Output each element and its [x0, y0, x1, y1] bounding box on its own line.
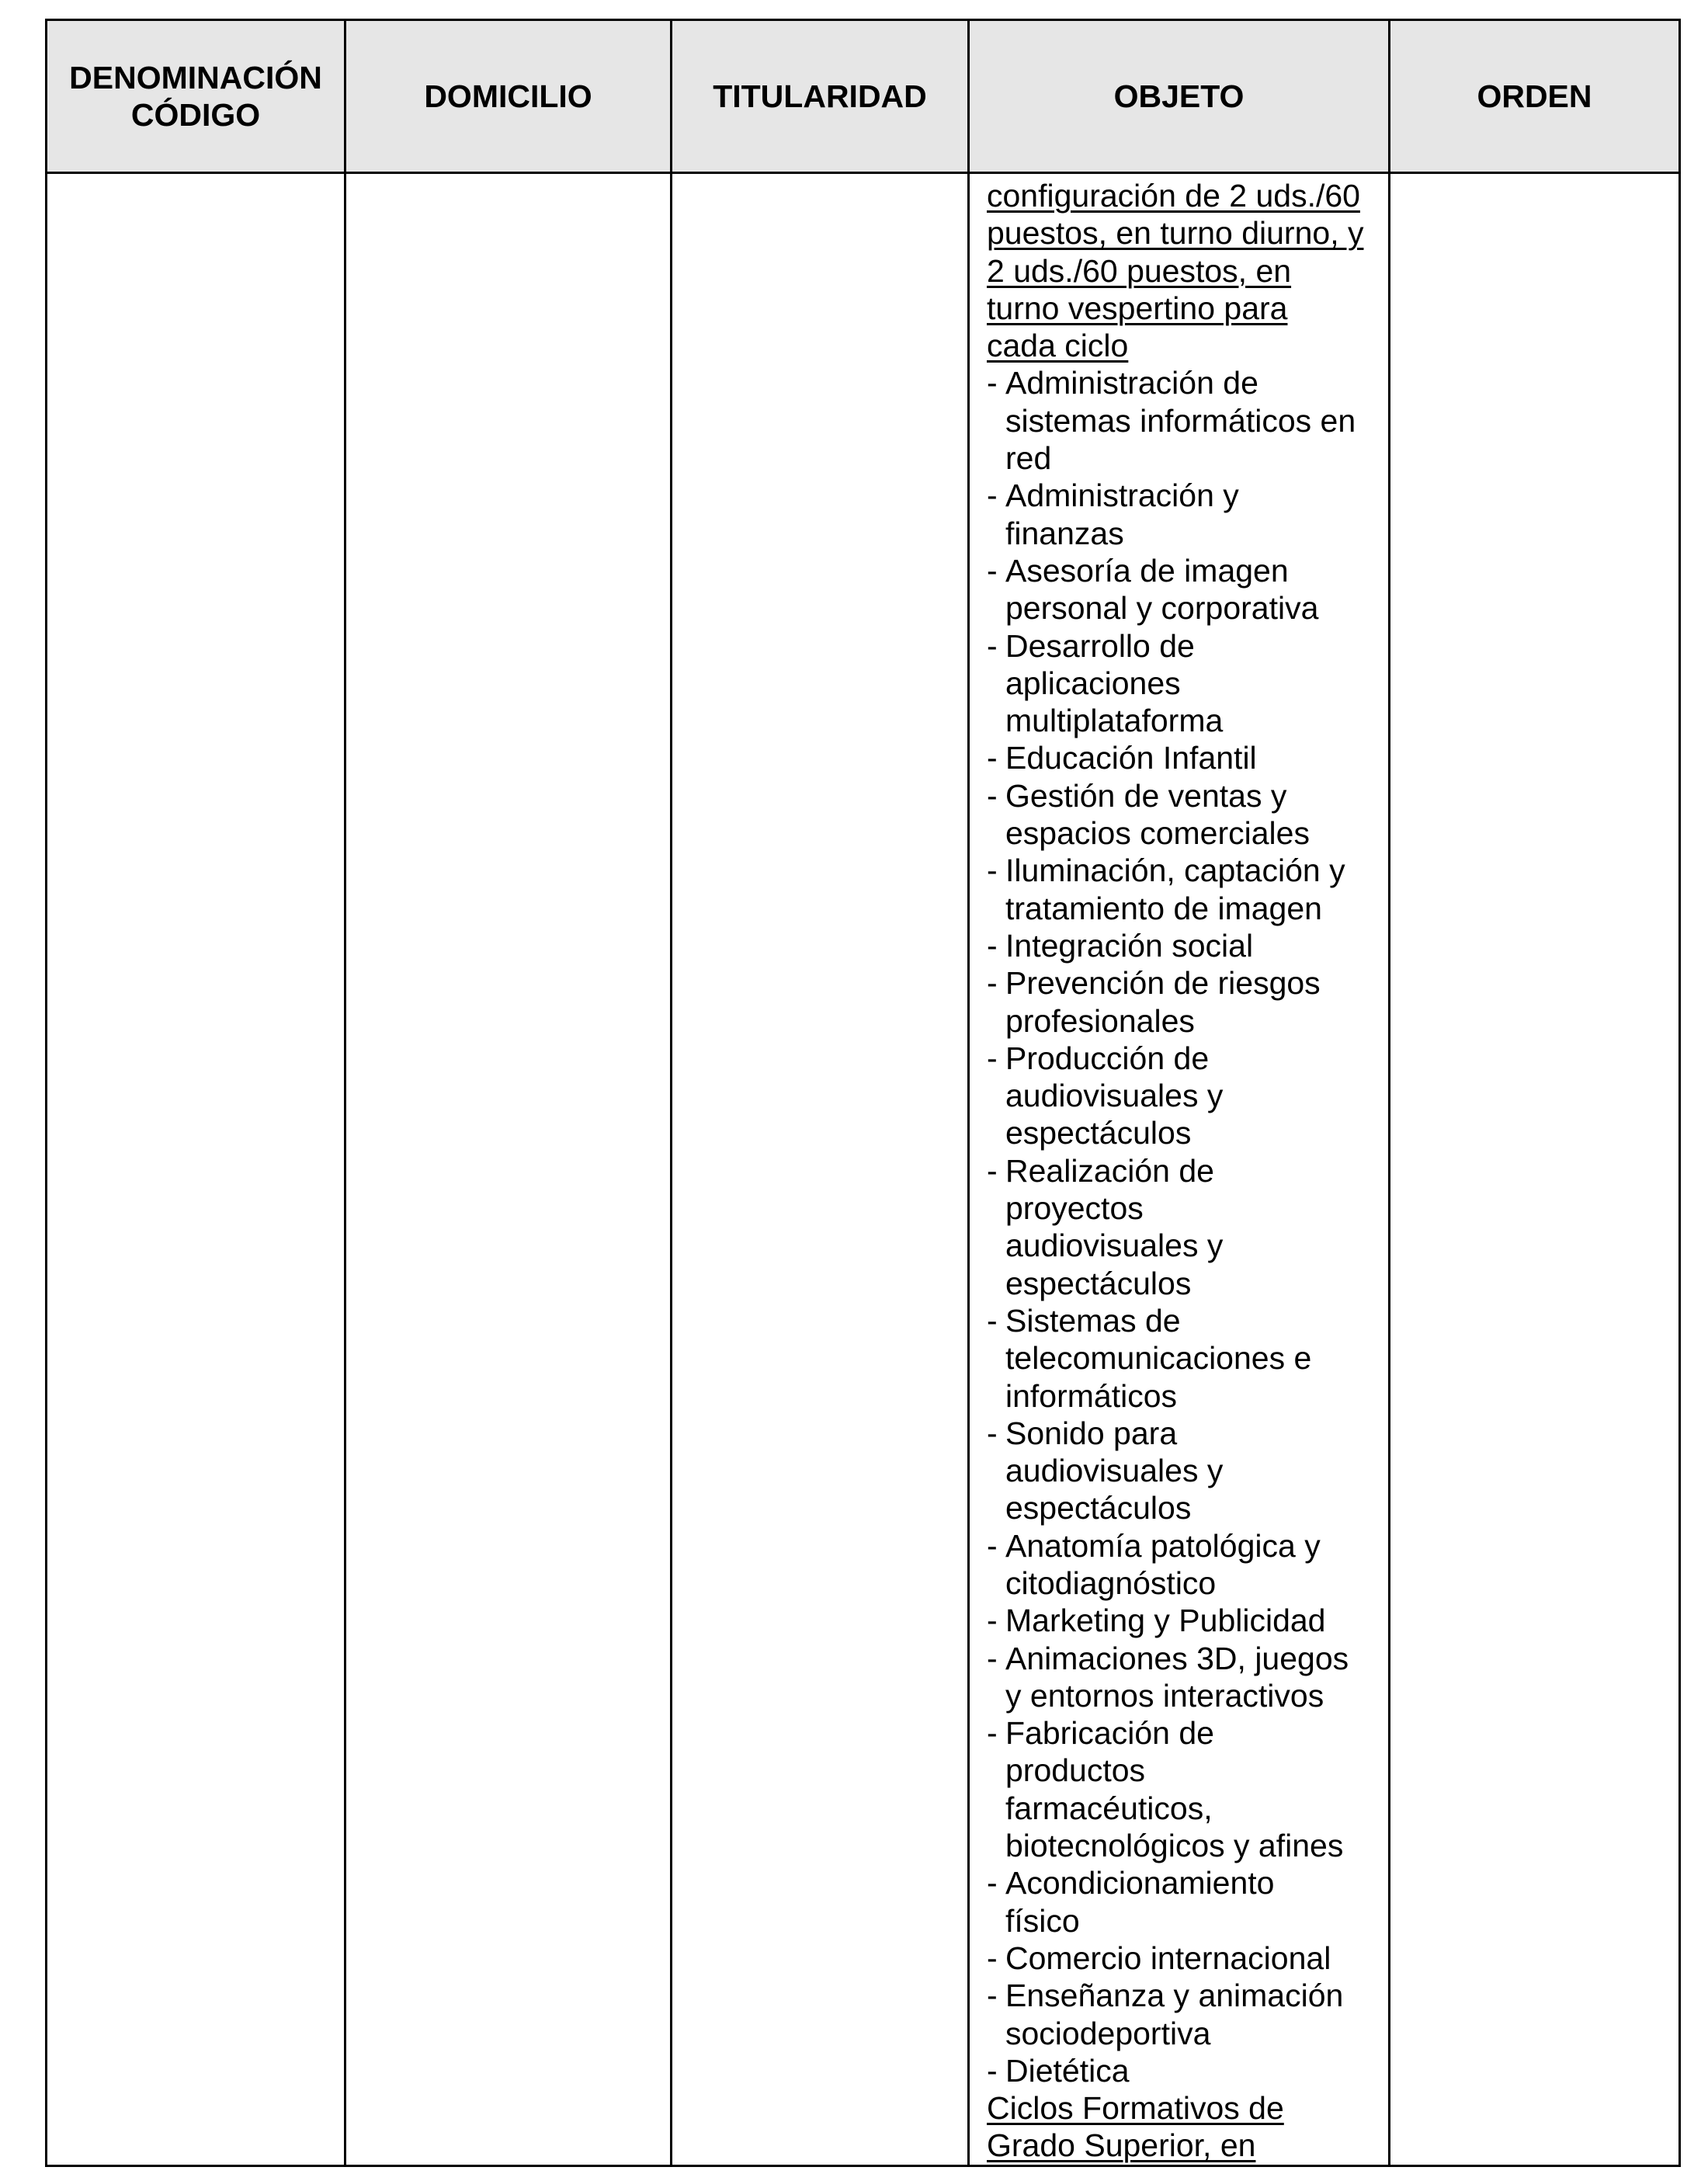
list-item-line: espectáculos [1005, 1265, 1192, 1301]
list-item-line: sistemas informáticos en [1005, 402, 1356, 439]
list-item-line: Dietética [1005, 2052, 1130, 2089]
list-item-line: físico [1005, 1902, 1080, 1939]
list-item-line: Enseñanza y animación [1005, 1978, 1344, 2014]
list-item-line: espectáculos [1005, 1115, 1192, 1151]
list-item [987, 1415, 1374, 1527]
list-dash: - [987, 627, 998, 664]
list-dash: - [987, 965, 998, 1002]
list-item-line: Integración social [1005, 927, 1254, 964]
list-item [987, 964, 1374, 1040]
list-item-line: audiovisuales y [1005, 1078, 1224, 1114]
list-item-line: Asesoría de imagen [1005, 552, 1289, 589]
list-item [987, 1977, 1374, 2052]
list-dash: - [987, 1527, 998, 1564]
list-item-line: Animaciones 3D, juegos [1005, 1640, 1349, 1676]
list-dash: - [987, 1302, 998, 1339]
table-row [47, 173, 1680, 2166]
objeto-outro-line: Grado Superior, en [987, 2127, 1256, 2164]
list-item-line: espectáculos [1005, 1490, 1192, 1526]
list-item-line: sociodeportiva [1005, 2015, 1211, 2051]
list-item-line: telecomunicaciones e [1005, 1340, 1312, 1377]
header-denominacion: DENOMINACIÓN [69, 60, 322, 96]
list-dash: - [987, 2052, 998, 2089]
list-item-line: multiplataforma [1005, 703, 1224, 739]
list-item-line: farmacéuticos, [1005, 1790, 1213, 1826]
objeto-intro-line: configuración de 2 uds./60 [987, 178, 1360, 214]
objeto-outro-text [987, 2089, 1374, 2165]
list-item [987, 364, 1374, 477]
objeto-intro-line: 2 uds./60 puestos, en [987, 252, 1292, 289]
list-item-line: Sistemas de [1005, 1302, 1181, 1339]
objeto-intro-text [987, 177, 1374, 364]
list-dash: - [987, 1640, 998, 1676]
header-row [47, 20, 1680, 173]
list-item [987, 1040, 1374, 1152]
list-item-line: Administración de [1005, 365, 1258, 401]
list-item [987, 627, 1374, 740]
list-item-line: proyectos [1005, 1190, 1144, 1227]
list-dash: - [987, 777, 998, 814]
list-item-line: biotecnológicos y afines [1005, 1828, 1344, 1864]
objeto-cycle-list [987, 364, 1374, 2089]
list-item-line: Prevención de riesgos [1005, 965, 1321, 1002]
list-item-line: Desarrollo de [1005, 627, 1195, 664]
list-dash: - [987, 853, 998, 889]
list-item-line: informáticos [1005, 1377, 1178, 1414]
list-item-line: Fabricación de [1005, 1715, 1214, 1752]
list-dash: - [987, 1415, 998, 1451]
list-item-line: Comercio internacional [1005, 1940, 1331, 1976]
list-item-line: Realización de [1005, 1152, 1214, 1189]
list-dash: - [987, 478, 998, 514]
list-item-line: audiovisuales y [1005, 1228, 1224, 1264]
list-item [987, 2052, 1374, 2089]
list-item-line: Educación Infantil [1005, 740, 1257, 776]
list-item-line: Iluminación, captación y [1005, 853, 1345, 889]
list-item [987, 852, 1374, 927]
list-dash: - [987, 927, 998, 964]
list-item-line: tratamiento de imagen [1005, 890, 1322, 926]
list-item [987, 1864, 1374, 1940]
list-dash: - [987, 1040, 998, 1076]
list-dash: - [987, 1152, 998, 1189]
objeto-intro-line: turno vespertino para [987, 290, 1288, 326]
list-dash: - [987, 1940, 998, 1976]
cell-objeto [969, 173, 1390, 2166]
list-item-line: Producción de [1005, 1040, 1210, 1076]
header-objeto: OBJETO [969, 20, 1390, 173]
list-item-line: citodiagnóstico [1005, 1565, 1217, 1601]
list-item [987, 477, 1374, 552]
list-item [987, 1302, 1374, 1415]
list-item-line: finanzas [1005, 515, 1124, 551]
list-item-line: Gestión de ventas y [1005, 777, 1287, 814]
list-item [987, 1602, 1374, 1639]
objeto-intro-line: puestos, en turno diurno, y [987, 215, 1364, 252]
cell-orden [1390, 173, 1680, 2166]
list-item [987, 552, 1374, 627]
list-dash: - [987, 365, 998, 401]
list-dash: - [987, 1865, 998, 1901]
list-item-line: productos [1005, 1752, 1146, 1789]
list-item [987, 1527, 1374, 1603]
list-item-line: Sonido para [1005, 1415, 1178, 1451]
header-codigo: CÓDIGO [130, 97, 261, 133]
cell-titularidad [672, 173, 969, 2166]
list-item-line: Administración y [1005, 478, 1239, 514]
header-orden: ORDEN [1390, 20, 1680, 173]
cell-domicilio [345, 173, 672, 2166]
list-item [987, 739, 1374, 776]
list-item-line: Anatomía patológica y [1005, 1527, 1321, 1564]
list-item [987, 1714, 1374, 1864]
list-item-line: audiovisuales y [1005, 1453, 1224, 1489]
header-titularidad: TITULARIDAD [672, 20, 969, 173]
list-item [987, 777, 1374, 853]
list-item-line: espacios comerciales [1005, 815, 1310, 852]
list-item-line: personal y corporativa [1005, 590, 1319, 627]
list-item [987, 1152, 1374, 1302]
header-domicilio: DOMICILIO [345, 20, 672, 173]
list-item-line: aplicaciones [1005, 665, 1181, 701]
header-denominacion-codigo [47, 20, 345, 173]
objeto-intro-line: cada ciclo [987, 328, 1129, 364]
list-item-line: Marketing y Publicidad [1005, 1603, 1326, 1639]
list-item-line: Acondicionamiento [1005, 1865, 1275, 1901]
list-item-line: red [1005, 440, 1052, 477]
list-dash: - [987, 552, 998, 589]
list-item-line: profesionales [1005, 1002, 1195, 1039]
objeto-outro-line: Ciclos Formativos de [987, 2090, 1284, 2127]
list-item [987, 1640, 1374, 1715]
list-dash: - [987, 1715, 998, 1752]
list-dash: - [987, 1978, 998, 2014]
list-dash: - [987, 740, 998, 776]
list-item [987, 927, 1374, 964]
list-item-line: y entornos interactivos [1005, 1677, 1324, 1714]
cell-denominacion-codigo [47, 173, 345, 2166]
document-table [45, 19, 1681, 2167]
list-item [987, 1940, 1374, 1977]
list-dash: - [987, 1603, 998, 1639]
